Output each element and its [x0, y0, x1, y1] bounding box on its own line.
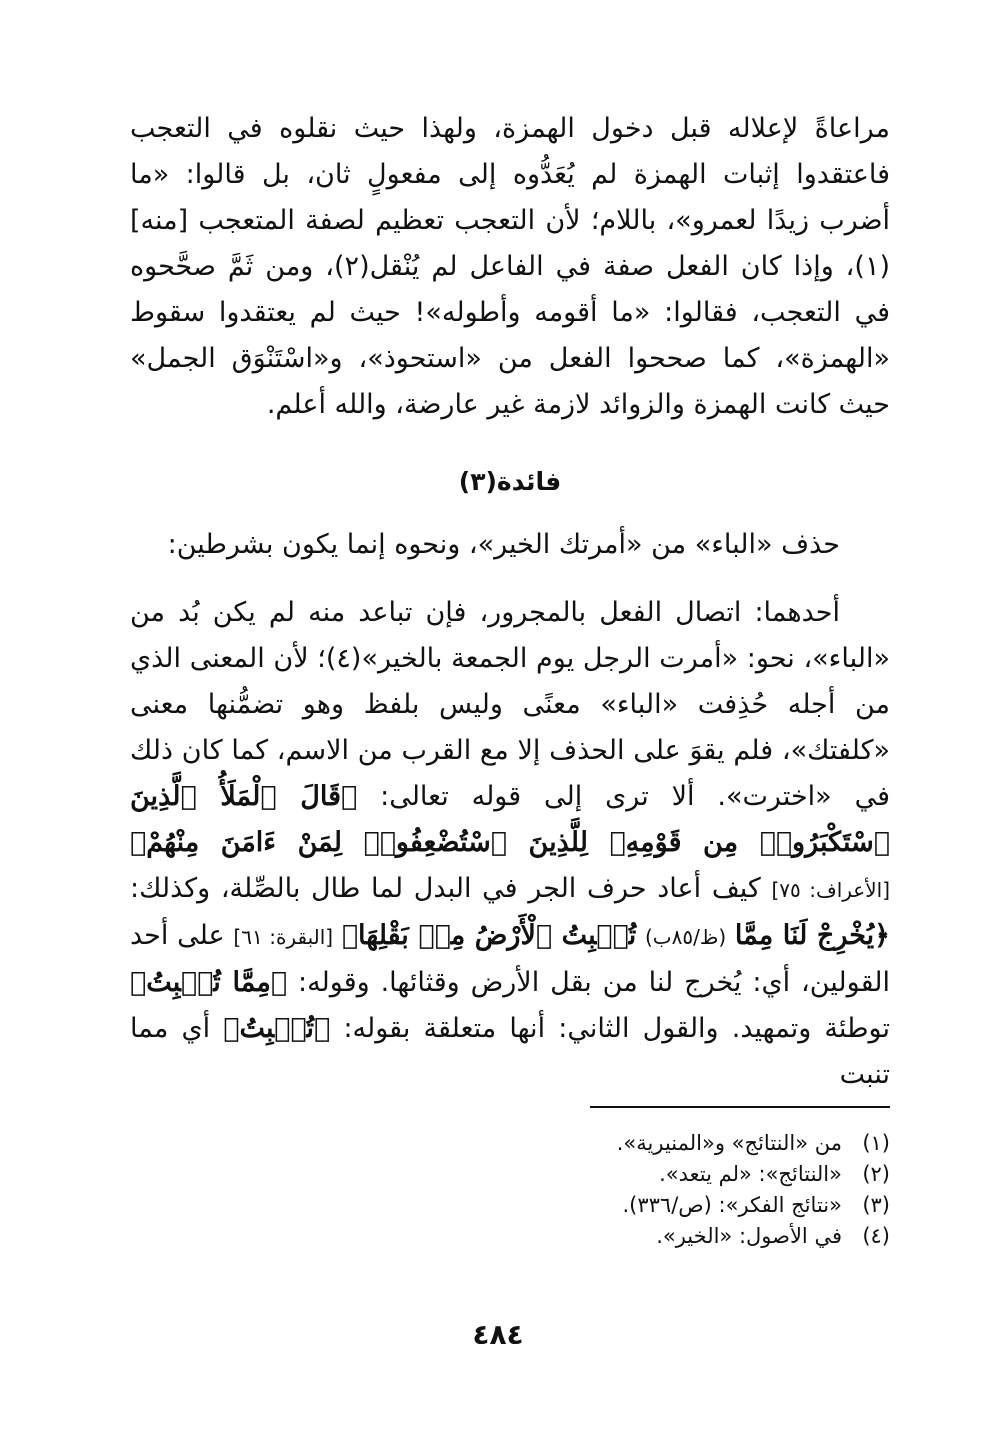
footnote-divider: [590, 1106, 890, 1108]
footnote-number: (٢): [862, 1162, 890, 1186]
paragraph-2: حذف «الباء» من «أمرتك الخير»، ونحوه إنما يكون بشرطين:: [167, 529, 840, 560]
verse-reference-1: [الأعراف: ٧٥]: [771, 878, 891, 902]
footnote-text: من «النتائج» و«المنيرية».: [616, 1131, 842, 1155]
footnote-number: (٤): [862, 1224, 890, 1248]
manuscript-margin-ref: (ظ/٨٥ب): [644, 925, 727, 949]
footnote-number: (١): [862, 1131, 890, 1155]
footnote-1: [300, 1128, 890, 1159]
footnote-3: [300, 1190, 890, 1221]
quran-verse-1: ﴿قَالَ ٱلْمَلَأُ ٱلَّذِينَ ٱسْتَكْبَرُوا۟ مِن قَوْمِهِۦ لِلَّذِينَ ٱسْتُضْعِفُوا۟ لِمَنْ ءَامَنَ مِنْهُمْ﴾: [130, 781, 890, 858]
quran-verse-5: ﴿تُنۢبِتُ﴾: [223, 1013, 331, 1044]
verse-reference-2: [البقرة: ٦١]: [233, 925, 334, 949]
paragraph-3: [130, 590, 890, 1098]
paragraph-3-text-1: أحدهما: اتصال الفعل بالمجرور، فإن تباعد منه لم يكن بُد من «الباء»، نحو: «أمرت الرجل يوم الجمعة بالخير»(٤)؛ لأن المعنى الذي من أجله حُذِفت «الباء» معنًى وليس بلفظ وهو تضمُّنها معنى «كلفتك»، فلم يقوَ على الحذف إلا مع القرب من الاسم، كما كان ذلك في «اخترت». ألا ترى إلى قوله تعالى:: [130, 597, 890, 812]
paragraph-3-text-3: على أحد القولين، أي: يُخرج لنا من بقل الأرض وقثائها. وقوله:: [130, 920, 890, 998]
footnote-4: [300, 1221, 890, 1252]
paragraph-3-text-2: كيف أعاد حرف الجر في البدل لما طال بالصِّلة، وكذلك:: [130, 873, 761, 904]
quran-verse-4: ﴿مِمَّا تُنۢبِتُ﴾: [130, 967, 288, 998]
paragraph-3-text-4: توطئة وتمهيد. والقول الثاني: أنها متعلقة بقوله:: [343, 1013, 890, 1044]
footnote-number: (٣): [862, 1193, 890, 1217]
section-heading: فائدة(٣): [458, 467, 562, 496]
quran-verse-2: ﴿يُخْرِجْ لَنَا مِمَّا: [734, 920, 890, 951]
footnotes: [300, 1128, 890, 1252]
page-number: ٤٨٤: [472, 1318, 524, 1351]
paragraph-3-text-5: أي مما تنبت: [130, 1013, 890, 1090]
paragraph-1: مراعاةً لإعلاله قبل دخول الهمزة، ولهذا حيث نقلوه في التعجب فاعتقدوا إثبات الهمزة لم يُعَدُّوه إلى مفعولٍ ثان، بل قالوا: «ما أضرب زيدًا لعمرو»، باللام؛ لأن التعجب تعظيم لصفة المتعجب [منه](١)، وإذا كان الفعل صفة في الفاعل لم يُنْقل(٢)، ومن ثَمَّ صحَّحوه في التعجب، فقالوا: «ما أقومه وأطوله»! حيث لم يعتقدوا سقوط «الهمزة»، كما صححوا الفعل من «استحوذ»، و«اسْتَنْوَق الجمل» حيث كانت الهمزة والزوائد لازمة غير عارضة، والله أعلم.: [130, 113, 890, 420]
footnote-text: «النتائج»: «لم يتعد».: [659, 1162, 842, 1186]
quran-verse-3: تُنۢبِتُ ٱلْأَرْضُ مِنۢ بَقْلِهَا﴾: [341, 920, 637, 951]
footnote-text: «نتائج الفكر»: (ص/٣٣٦).: [622, 1193, 842, 1217]
footnote-text: في الأصول: «الخير».: [656, 1224, 842, 1248]
footnote-2: [300, 1159, 890, 1190]
